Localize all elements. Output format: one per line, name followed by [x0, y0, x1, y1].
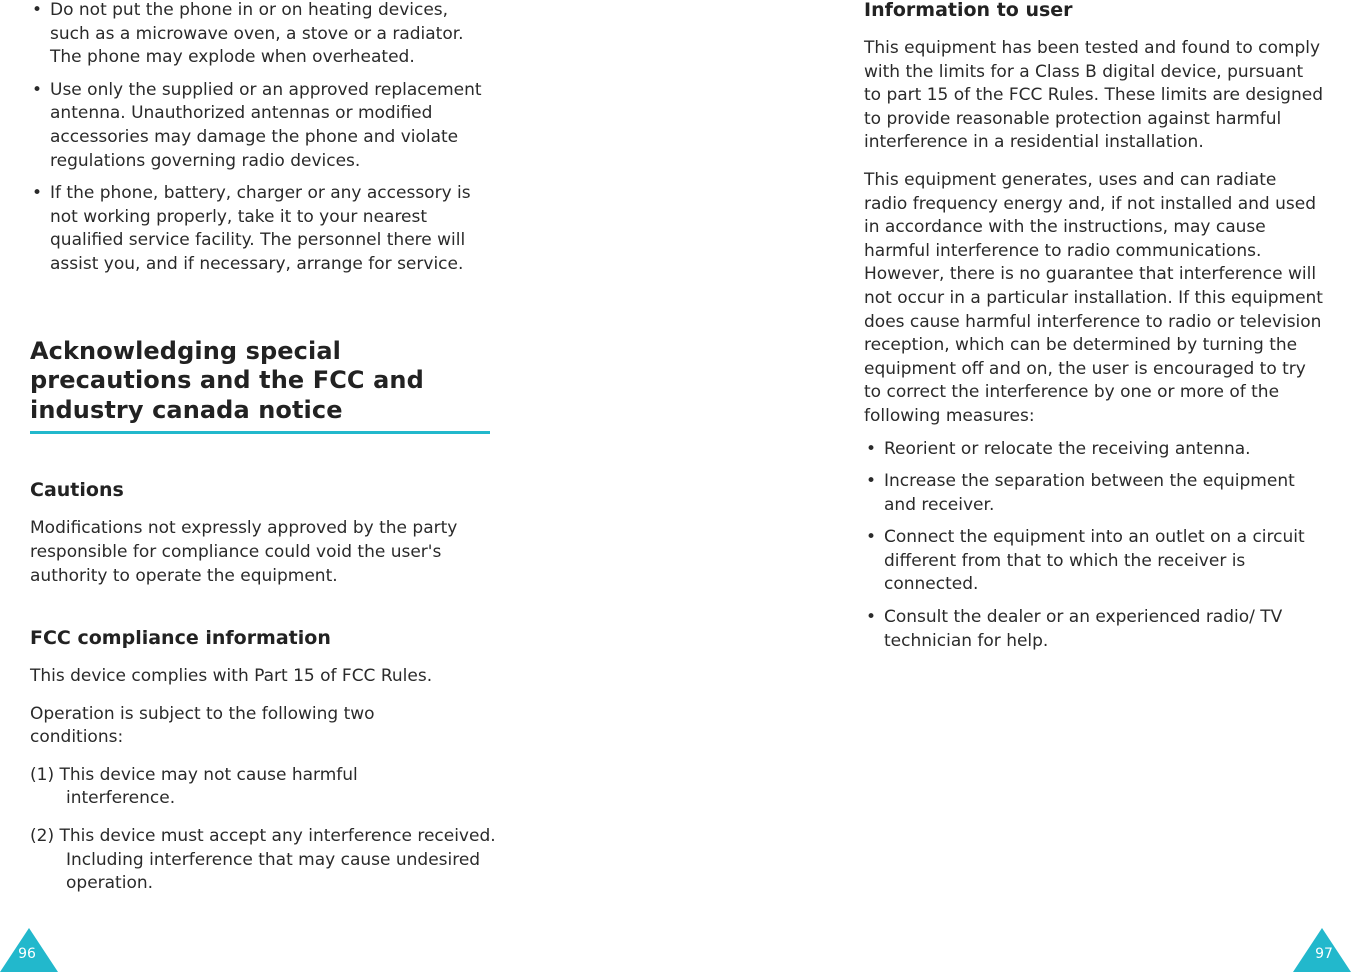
bullet-item: • Consult the dealer or an experienced radio/ TV technician for help.: [864, 606, 1324, 653]
info-paragraph: This equipment has been tested and found to comply with the limits for a Class B digital device, pursuant to part 15 of the FCC Rules. These limits are designed to provide reasonable protection against harmful interference in a residential installation.: [864, 38, 1323, 153]
bullet-item: • Connect the equipment into an outlet on a circuit different from that to which the receiver is connected.: [864, 526, 1324, 597]
measures-bullet-list: [864, 438, 1324, 654]
page-number: 96: [18, 946, 36, 962]
page-number-badge-right: [1293, 928, 1351, 972]
section-title: Acknowledging special precautions and the FCC and industry canada notice: [30, 336, 424, 424]
fcc-paragraph: Operation is subject to the following two conditions:: [30, 703, 375, 748]
left-page: [30, 0, 496, 896]
bullet-item: • If the phone, battery, charger or any accessory is not working properly, take it to your nearest qualified service facility. The personnel there will assist you, and if necessary, arrange for service.: [30, 182, 490, 276]
bullet-item: • Do not put the phone in or on heating devices, such as a microwave oven, a stove or a radiator. The phone may explode when overheated.: [30, 0, 490, 70]
bullet-item: • Reorient or relocate the receiving antenna.: [864, 438, 1324, 462]
safety-bullet-list: [30, 0, 490, 277]
section-divider: [30, 431, 490, 434]
page-number: 97: [1315, 946, 1333, 962]
bullet-item: • Increase the separation between the equipment and receiver.: [864, 470, 1324, 517]
info-paragraph: This equipment generates, uses and can radiate radio frequency energy and, if not installed and used in accordance with the instructions, may cause harmful interference to radio communications. However, there is no guarantee that interference will not occur in a particular installation. If this equipment does cause harmful interference to radio or television reception, which can be determined by turning the equipment off and on, the user is encouraged to try to correct the interference by one or more of the following measures:: [864, 169, 1323, 426]
fcc-compliance-heading: FCC compliance information: [30, 627, 331, 650]
information-heading: Information to user: [864, 0, 1073, 21]
bullet-item: • Use only the supplied or an approved replacement antenna. Unauthorized antennas or modified accessories may damage the phone and violate regulations governing radio devices.: [30, 79, 490, 173]
page-number-badge-left: [0, 928, 58, 972]
condition-item: (2) This device must accept any interference received. Including interference that may cause undesired operation.: [30, 826, 496, 894]
condition-item: (1) This device may not cause harmful interference.: [30, 764, 358, 809]
cautions-text: Modifications not expressly approved by the party responsible for compliance could void the user's authority to operate the equipment.: [30, 518, 458, 586]
fcc-paragraph: This device complies with Part 15 of FCC Rules.: [30, 666, 433, 687]
cautions-heading: Cautions: [30, 479, 124, 502]
right-page: [864, 0, 1324, 653]
